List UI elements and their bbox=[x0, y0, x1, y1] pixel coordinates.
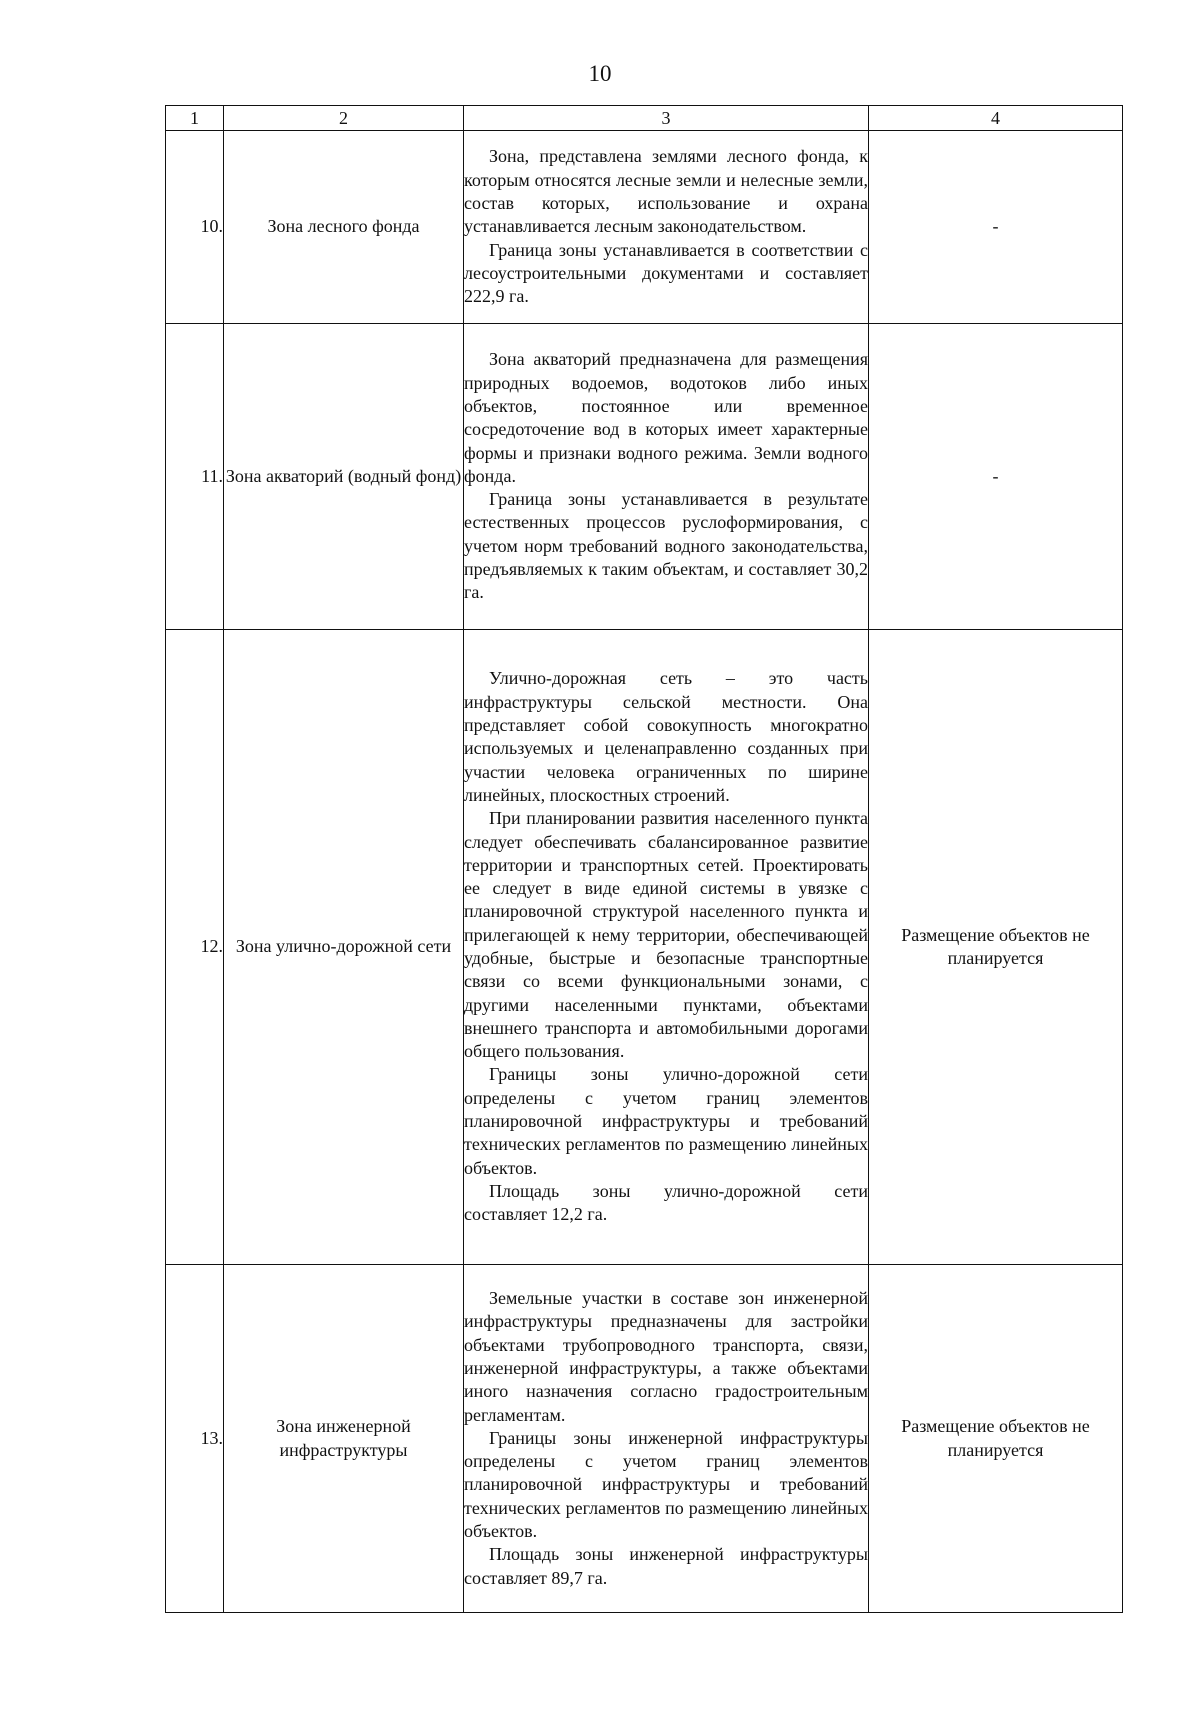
zone-note: Размещение объектов не планируется bbox=[869, 630, 1123, 1265]
zone-description bbox=[464, 1265, 869, 1613]
description-paragraph: Земельные участки в составе зон инженерной инфраструктуры предназначены для застройки объектами трубопроводного транспорта, связи, инженерной инфраструктуры, а также объектами иного назначения согласно градостроительным регламентам. bbox=[464, 1288, 868, 1425]
table-header bbox=[166, 106, 1123, 131]
description-paragraph: Граница зоны устанавливается в результате естественных процессов руслоформирования, с учетом норм требований водного законодательства, предъявляемых к таким объектам, и составляет 30,2 га. bbox=[464, 489, 868, 603]
zone-name: Зона улично-дорожной сети bbox=[224, 630, 464, 1265]
table-row bbox=[166, 630, 1123, 1265]
description-paragraph: Площадь зоны инженерной инфраструктуры составляет 89,7 га. bbox=[464, 1544, 868, 1588]
column-header-4: 4 bbox=[869, 106, 1123, 131]
page-number: 10 bbox=[588, 61, 612, 86]
zone-note: - bbox=[869, 324, 1123, 630]
description-paragraph: При планировании развития населенного пункта следует обеспечивать сбалансированное развитие территории и транспортных сетей. Проектировать ее следует в виде единой системы в увязке с планировочной структурой населенного пункта и прилегающей к нему территории, обеспечивающей удобные, быстрые и безопасные транспортные связи со всеми функциональными зонами, с другими населенными пунктами, объектами внешнего транспорта и автомобильными дорогами общего пользования. bbox=[464, 808, 868, 1062]
row-number: 12. bbox=[166, 630, 224, 1265]
row-number: 13. bbox=[166, 1265, 224, 1613]
zones-table bbox=[165, 105, 1123, 1613]
column-header-1: 1 bbox=[166, 106, 224, 131]
zone-description bbox=[464, 324, 869, 630]
column-header-3: 3 bbox=[464, 106, 869, 131]
zone-name: Зона инженерной инфраструктуры bbox=[224, 1265, 464, 1613]
zone-description bbox=[464, 131, 869, 324]
description-paragraph: Границы зоны инженерной инфраструктуры определены с учетом границ элементов планировочной инфраструктуры и требований технических регламентов по размещению линейных объектов. bbox=[464, 1427, 868, 1542]
zone-note: Размещение объектов не планируется bbox=[869, 1265, 1123, 1613]
description-paragraph: Граница зоны устанавливается в соответствии с лесоустроительными документами и составляет 222,9 га. bbox=[464, 239, 868, 307]
zone-description bbox=[464, 630, 869, 1265]
header-row bbox=[166, 106, 1123, 131]
description-paragraph: Зона акваторий предназначена для размещения природных водоемов, водотоков либо иных объектов, постоянное или временное сосредоточение вод в которых имеет характерные формы и признаки водного режима. Земли водного фонда. bbox=[464, 349, 868, 486]
row-number: 10. bbox=[166, 131, 224, 324]
zone-note: - bbox=[869, 131, 1123, 324]
table-body bbox=[166, 131, 1123, 1613]
row-number: 11. bbox=[166, 324, 224, 630]
zone-name: Зона лесного фонда bbox=[224, 131, 464, 324]
table-row bbox=[166, 1265, 1123, 1613]
description-paragraph: Зона, представлена землями лесного фонда, к которым относятся лесные земли и нелесные земли, состав которых, использование и охрана устанавливается лесным законодательством. bbox=[464, 146, 868, 237]
description-paragraph: Площадь зоны улично-дорожной сети составляет 12,2 га. bbox=[464, 1180, 868, 1225]
description-paragraph: Улично-дорожная сеть – это часть инфраструктуры сельской местности. Она представляет собой совокупность многократно используемых и целенаправленно созданных при участии человека ограниченных по ширине линейных, плоскостных строений. bbox=[464, 668, 868, 805]
column-header-2: 2 bbox=[224, 106, 464, 131]
table-row bbox=[166, 131, 1123, 324]
table-row bbox=[166, 324, 1123, 630]
description-paragraph: Границы зоны улично-дорожной сети определены с учетом границ элементов планировочной инфраструктуры и требований технических регламентов по размещению линейных объектов. bbox=[464, 1064, 868, 1178]
zone-name: Зона акваторий (водный фонд) bbox=[224, 324, 464, 630]
